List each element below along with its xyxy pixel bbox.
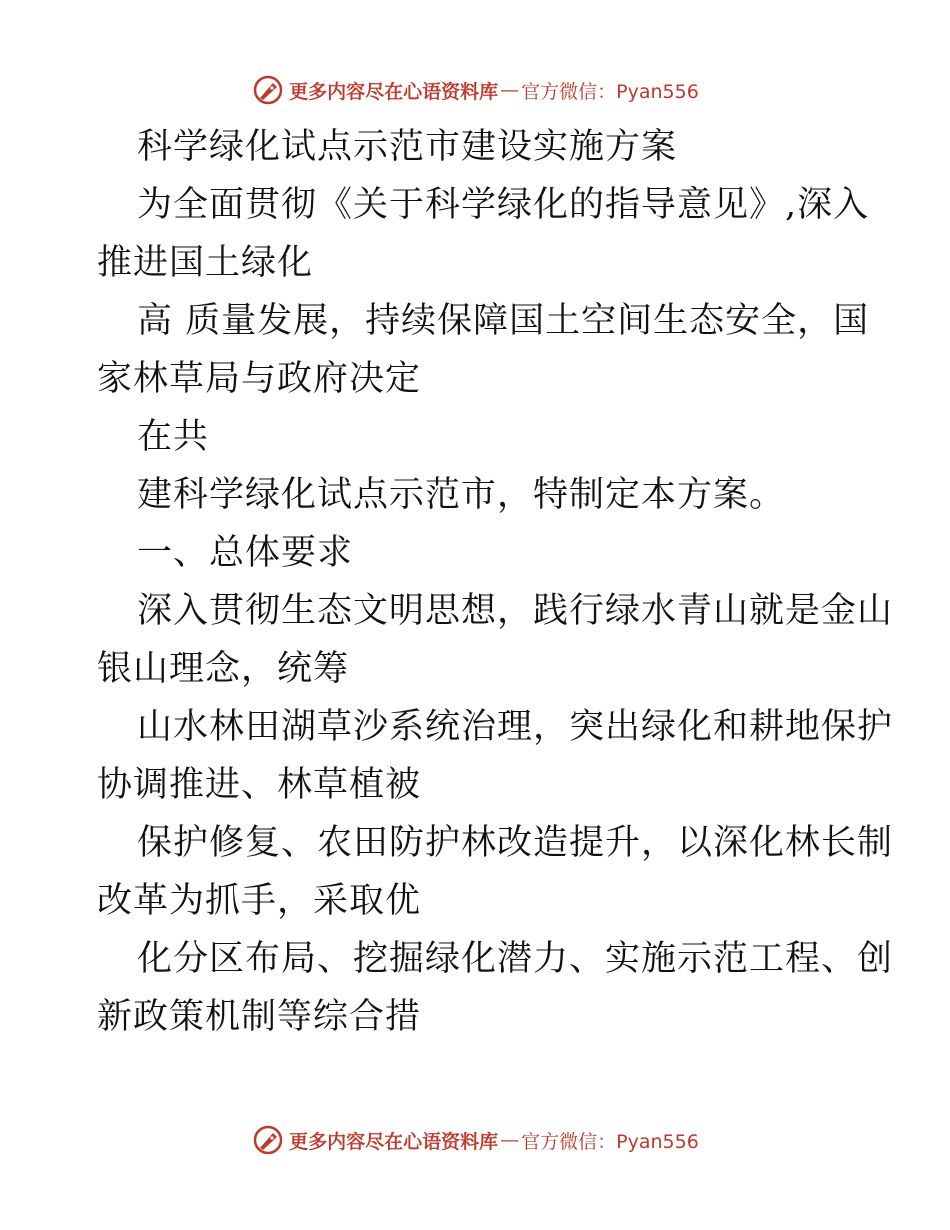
banner-wechat-text: 官方微信：Pyan556 — [521, 80, 699, 103]
paragraph-line: 化分区布局、挖掘绿化潜力、实施示范工程、创 — [137, 939, 894, 979]
paragraph-line: 推进国土绿化 — [97, 243, 314, 283]
footer-watermark-banner — [0, 1120, 950, 1160]
paragraph-line: 在共 — [137, 417, 210, 457]
paragraph-line: 家林草局与政府决定 — [97, 359, 422, 399]
paragraph-line: 改革为抓手，采取优 — [97, 881, 422, 921]
section-heading: 一、总体要求 — [137, 533, 354, 573]
paragraph-line: 高 质量发展，持续保障国土空间生态安全，国 — [137, 301, 870, 341]
paragraph-line: 银山理念，统筹 — [97, 649, 350, 689]
paragraph-line: 建科学绿化试点示范市，特制定本方案。 — [137, 475, 786, 515]
paragraph-line: 协调推进、林草植被 — [97, 765, 422, 805]
document-title: 科学绿化试点示范市建设实施方案 — [137, 127, 678, 167]
banner-main-text: 更多内容尽在心语资料库 — [289, 1130, 499, 1153]
banner-dash: — — [500, 79, 520, 101]
banner-wechat-text: 官方微信：Pyan556 — [521, 1130, 699, 1153]
pen-nib-logo-icon — [251, 1123, 285, 1157]
banner-dash: — — [500, 1129, 520, 1151]
pen-nib-logo-icon — [251, 73, 285, 107]
paragraph-line: 深入贯彻生态文明思想，践行绿水青山就是金山 — [137, 591, 894, 631]
banner-main-text: 更多内容尽在心语资料库 — [289, 80, 499, 103]
paragraph-line: 保护修复、农田防护林改造提升，以深化林长制 — [137, 823, 894, 863]
document-body — [97, 118, 894, 1046]
header-watermark-banner — [0, 70, 950, 110]
paragraph-line: 为全面贯彻《关于科学绿化的指导意见》,深入 — [137, 185, 870, 225]
paragraph-line: 新政策机制等综合措 — [97, 997, 422, 1037]
paragraph-line: 山水林田湖草沙系统治理，突出绿化和耕地保护 — [137, 707, 894, 747]
